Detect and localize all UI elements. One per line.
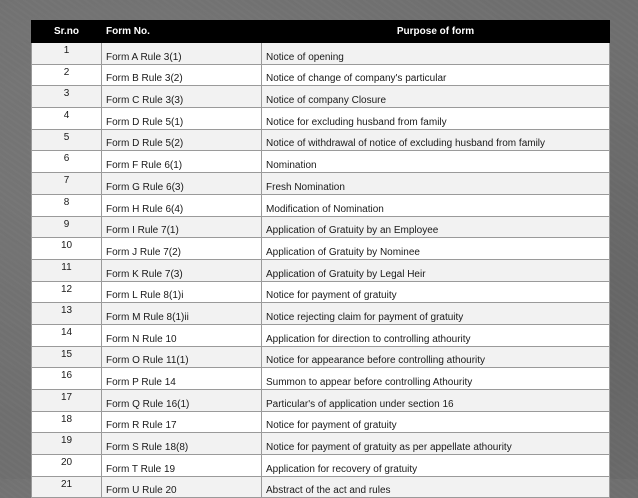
forms-table — [31, 20, 610, 498]
table-row — [32, 259, 610, 281]
cell-form-no: Form B Rule 3(2) — [102, 64, 262, 86]
cell-form-no: Form I Rule 7(1) — [102, 216, 262, 238]
cell-sr-no: 3 — [32, 86, 102, 108]
cell-purpose: Notice for payment of gratuity — [262, 281, 610, 303]
table-row — [32, 43, 610, 65]
cell-form-no: Form T Rule 19 — [102, 455, 262, 477]
table-row — [32, 108, 610, 130]
cell-sr-no: 2 — [32, 64, 102, 86]
header-row — [32, 21, 610, 43]
cell-sr-no: 12 — [32, 281, 102, 303]
cell-purpose: Application for direction to controlling athourity — [262, 324, 610, 346]
cell-form-no: Form D Rule 5(1) — [102, 108, 262, 130]
cell-sr-no: 15 — [32, 346, 102, 368]
cell-form-no: Form N Rule 10 — [102, 324, 262, 346]
cell-form-no: Form H Rule 6(4) — [102, 194, 262, 216]
cell-form-no: Form U Rule 20 — [102, 476, 262, 498]
cell-purpose: Modification of Nomination — [262, 194, 610, 216]
cell-sr-no: 16 — [32, 368, 102, 390]
cell-form-no: Form D Rule 5(2) — [102, 129, 262, 151]
cell-purpose: Notice for payment of gratuity — [262, 411, 610, 433]
table-row — [32, 346, 610, 368]
table-row — [32, 411, 610, 433]
table-body — [32, 43, 610, 498]
cell-form-no: Form J Rule 7(2) — [102, 238, 262, 260]
cell-purpose: Application of Gratuity by Nominee — [262, 238, 610, 260]
cell-sr-no: 10 — [32, 238, 102, 260]
cell-form-no: Form A Rule 3(1) — [102, 43, 262, 65]
cell-purpose: Notice for appearance before controlling athourity — [262, 346, 610, 368]
header-sr-no: Sr.no — [32, 21, 102, 43]
cell-purpose: Notice for excluding husband from family — [262, 108, 610, 130]
cell-form-no: Form L Rule 8(1)i — [102, 281, 262, 303]
table-row — [32, 238, 610, 260]
table-row — [32, 455, 610, 477]
table-row — [32, 433, 610, 455]
table-row — [32, 151, 610, 173]
cell-sr-no: 19 — [32, 433, 102, 455]
cell-purpose: Fresh Nomination — [262, 173, 610, 195]
header-form-no: Form No. — [102, 21, 262, 43]
cell-purpose: Notice of withdrawal of notice of excluding husband from family — [262, 129, 610, 151]
cell-sr-no: 14 — [32, 324, 102, 346]
cell-form-no: Form F Rule 6(1) — [102, 151, 262, 173]
cell-sr-no: 20 — [32, 455, 102, 477]
cell-form-no: Form Q Rule 16(1) — [102, 390, 262, 412]
header-purpose: Purpose of form — [262, 21, 610, 43]
table-row — [32, 64, 610, 86]
cell-purpose: Abstract of the act and rules — [262, 476, 610, 498]
table-row — [32, 324, 610, 346]
cell-form-no: Form S Rule 18(8) — [102, 433, 262, 455]
cell-form-no: Form O Rule 11(1) — [102, 346, 262, 368]
table-row — [32, 86, 610, 108]
cell-form-no: Form C Rule 3(3) — [102, 86, 262, 108]
table-row — [32, 390, 610, 412]
cell-purpose: Notice of company Closure — [262, 86, 610, 108]
cell-purpose: Application of Gratuity by an Employee — [262, 216, 610, 238]
cell-purpose: Particular's of application under section 16 — [262, 390, 610, 412]
cell-purpose: Notice rejecting claim for payment of gratuity — [262, 303, 610, 325]
table-row — [32, 281, 610, 303]
table-row — [32, 303, 610, 325]
table-row — [32, 129, 610, 151]
cell-form-no: Form G Rule 6(3) — [102, 173, 262, 195]
cell-purpose: Notice of change of company's particular — [262, 64, 610, 86]
cell-sr-no: 11 — [32, 259, 102, 281]
table-row — [32, 173, 610, 195]
cell-sr-no: 9 — [32, 216, 102, 238]
cell-purpose: Nomination — [262, 151, 610, 173]
cell-form-no: Form R Rule 17 — [102, 411, 262, 433]
cell-purpose: Application of Gratuity by Legal Heir — [262, 259, 610, 281]
cell-form-no: Form M Rule 8(1)ii — [102, 303, 262, 325]
cell-sr-no: 4 — [32, 108, 102, 130]
forms-table-container — [31, 20, 609, 498]
cell-purpose: Notice of opening — [262, 43, 610, 65]
cell-sr-no: 7 — [32, 173, 102, 195]
cell-sr-no: 6 — [32, 151, 102, 173]
cell-sr-no: 13 — [32, 303, 102, 325]
cell-purpose: Application for recovery of gratuity — [262, 455, 610, 477]
table-row — [32, 194, 610, 216]
cell-sr-no: 5 — [32, 129, 102, 151]
cell-form-no: Form P Rule 14 — [102, 368, 262, 390]
table-header — [32, 21, 610, 43]
table-row — [32, 368, 610, 390]
cell-sr-no: 21 — [32, 476, 102, 498]
cell-sr-no: 8 — [32, 194, 102, 216]
cell-sr-no: 17 — [32, 390, 102, 412]
table-row — [32, 216, 610, 238]
cell-sr-no: 18 — [32, 411, 102, 433]
cell-purpose: Notice for payment of gratuity as per appellate athourity — [262, 433, 610, 455]
table-row — [32, 476, 610, 498]
cell-form-no: Form K Rule 7(3) — [102, 259, 262, 281]
cell-sr-no: 1 — [32, 43, 102, 65]
cell-purpose: Summon to appear before controlling Athourity — [262, 368, 610, 390]
